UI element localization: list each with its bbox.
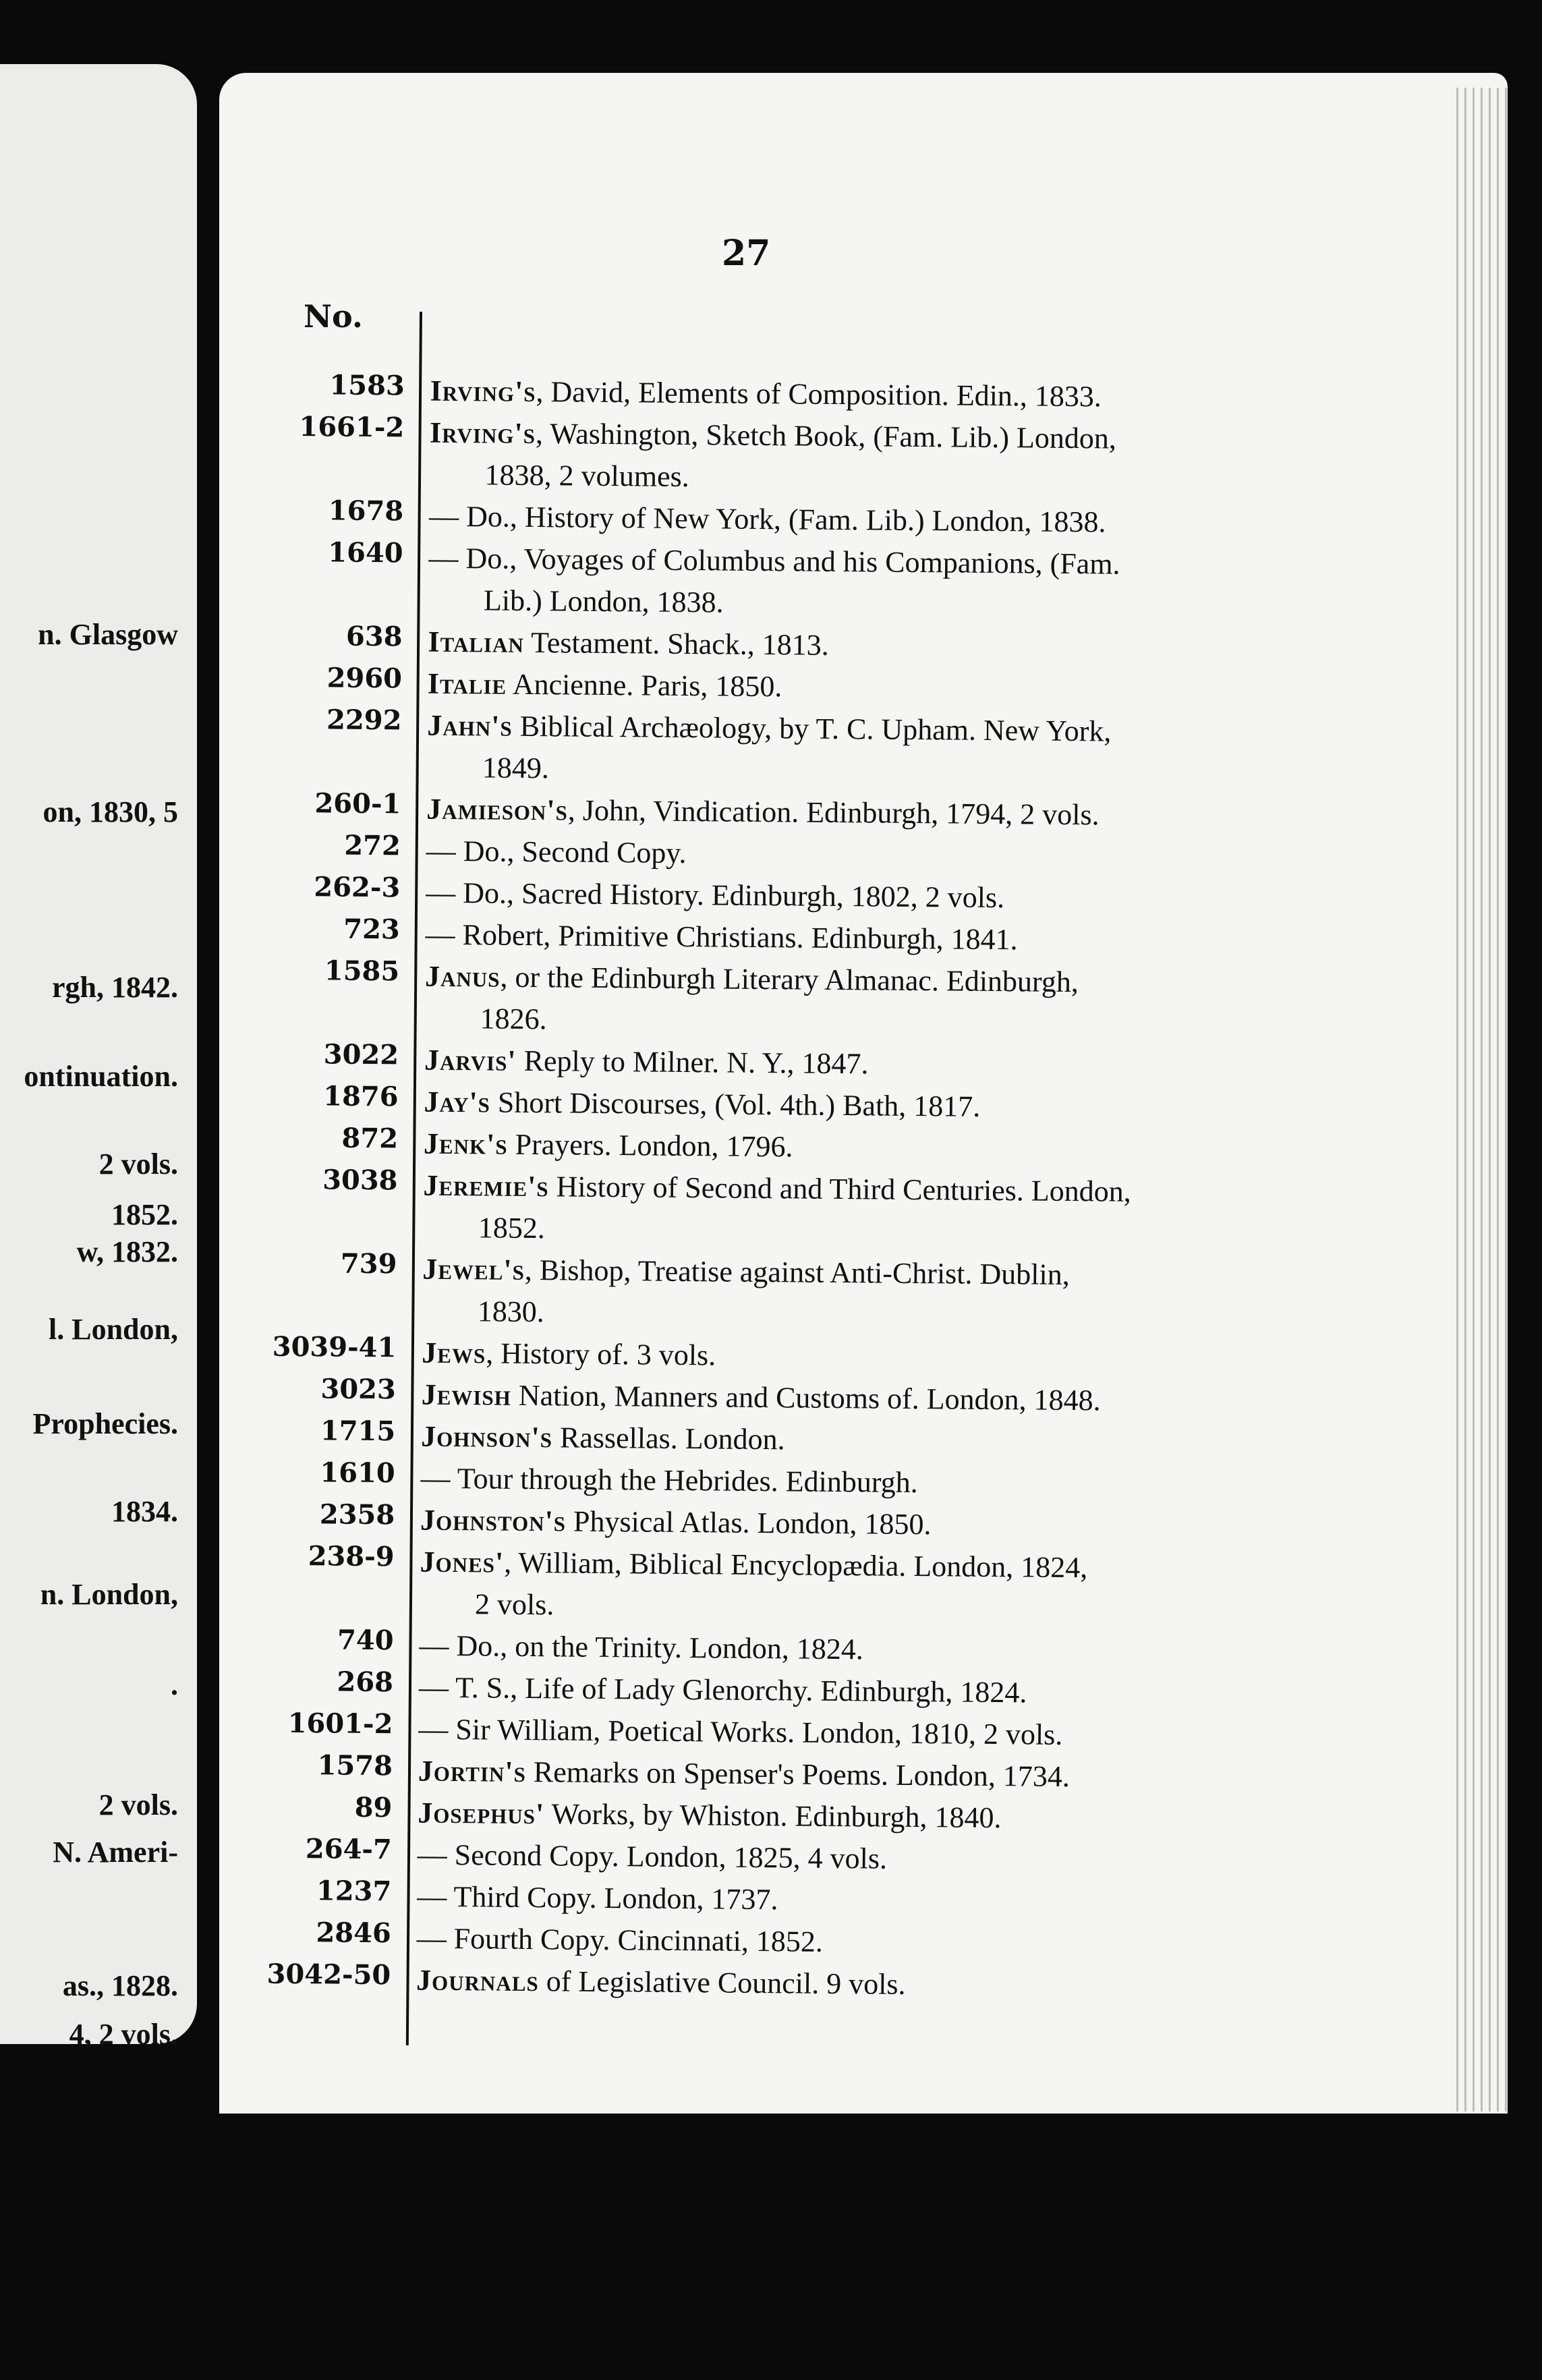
facing-page-line: N. Ameri-	[53, 1836, 178, 1869]
entry-first-line	[423, 1169, 1131, 1208]
entry-number: 739	[340, 1247, 397, 1280]
entry-first-line	[424, 1085, 980, 1123]
entry-first-line	[430, 374, 1102, 414]
entry-first-line	[419, 1671, 1027, 1709]
entry-text	[420, 1458, 1265, 1507]
entry-description: — Robert, Primitive Christians. Edinburgh, 1841.	[425, 917, 1018, 957]
entry-number: 2960	[326, 662, 403, 695]
facing-page-line: 1834.	[111, 1495, 178, 1528]
entry-number: 872	[341, 1122, 399, 1155]
entry-author: Johnson's	[420, 1419, 553, 1454]
entry-author: Italie	[427, 667, 507, 701]
entry-text	[424, 956, 1269, 1047]
entry-first-line	[425, 918, 1017, 957]
entry-description: History of Second and Third Centuries. London,	[548, 1170, 1132, 1208]
entry-number: 1237	[316, 1875, 392, 1908]
entry-first-line	[421, 1420, 785, 1456]
entry-number: 272	[344, 829, 401, 862]
facing-page-line: n. Glasgow	[38, 618, 178, 651]
entry-first-line	[422, 1336, 716, 1372]
entry-first-line	[422, 1253, 1070, 1291]
entry-description: — Do., Second Copy.	[426, 834, 687, 870]
entry-description: , Washington, Sketch Book, (Fam. Lib.) London,	[535, 417, 1117, 455]
entry-text	[424, 1040, 1269, 1089]
facing-page-line: ontinuation.	[24, 1060, 178, 1093]
entry-description: , Bishop, Treatise against Anti-Christ. Dublin,	[524, 1253, 1070, 1292]
entry-text	[420, 1541, 1265, 1633]
entry-first-line	[430, 416, 1116, 455]
entry-text	[428, 621, 1272, 671]
entry-author: Irving's	[429, 416, 536, 451]
entry-number: 2358	[319, 1498, 395, 1531]
entry-number: 638	[345, 620, 403, 653]
facing-page-line: .	[171, 1668, 178, 1701]
entry-first-line	[425, 960, 1079, 998]
entry-description: of Legislative Council. 9 vols.	[538, 1964, 906, 2001]
entry-text	[427, 705, 1272, 796]
entry-text	[429, 412, 1274, 503]
entry-text	[418, 1792, 1262, 1842]
entry-description: — Third Copy. London, 1737.	[417, 1879, 778, 1917]
entry-author: Jortin's	[418, 1754, 527, 1789]
entry-number: 1661-2	[299, 410, 405, 444]
entry-number: 740	[337, 1624, 394, 1657]
entry-author: Journals	[416, 1963, 539, 1998]
entry-number: 260-1	[314, 787, 401, 820]
entry-description: — Do., Sacred History. Edinburgh, 1802, 2 vols.	[426, 876, 1005, 915]
entry-description: — Do., on the Trinity. London, 1824.	[419, 1628, 864, 1666]
facing-page-line: 4, 2 vols.	[69, 2018, 178, 2051]
entry-text	[420, 1500, 1265, 1549]
entry-number: 268	[337, 1666, 394, 1699]
entry-author: Jenk's	[423, 1127, 508, 1161]
entry-text	[426, 789, 1271, 838]
entry-continuation: 1826.	[480, 1002, 547, 1036]
number-column-header: No.	[304, 298, 363, 335]
entry-number: 3022	[323, 1038, 399, 1071]
entry-description: — Do., History of New York, (Fam. Lib.) London, 1838.	[428, 499, 1106, 539]
entry-description: , David, Elements of Composition. Edin., 1833.	[536, 375, 1102, 414]
facing-page-line: 1852.	[111, 1198, 178, 1231]
entry-number: 3039-41	[272, 1330, 397, 1364]
entry-number: 1601-2	[287, 1707, 393, 1740]
entry-number: 1585	[324, 955, 400, 988]
facing-page-line: n. London,	[40, 1578, 178, 1611]
entry-first-line	[420, 1546, 1087, 1585]
entry-text	[428, 663, 1272, 712]
catalogue-entry	[215, 1247, 1267, 1340]
entry-author: Jamieson's	[426, 792, 569, 827]
facing-page-line: as., 1828.	[62, 1969, 178, 2002]
facing-page-line: 2 vols.	[98, 1788, 178, 1821]
entry-first-line	[420, 1504, 932, 1541]
entry-number: 1715	[320, 1415, 396, 1448]
catalogue-entry	[212, 1539, 1265, 1633]
entry-number: 1678	[328, 494, 404, 528]
entry-number: 2846	[316, 1917, 391, 1950]
entry-first-line	[424, 1044, 869, 1081]
entry-text	[422, 1332, 1266, 1382]
entry-first-line	[418, 1755, 1070, 1793]
entry-description: Ancienne. Paris, 1850.	[507, 667, 782, 704]
entry-first-line	[416, 1922, 823, 1958]
catalogue-entry	[221, 410, 1274, 503]
entry-text	[424, 1123, 1268, 1172]
entry-description: , William, Biblical Encyclopædia. London, 1824,	[504, 1546, 1088, 1585]
entry-description: — Tour through the Hebrides. Edinburgh.	[420, 1461, 918, 1500]
entry-first-line	[419, 1629, 863, 1666]
entry-first-line	[418, 1713, 1062, 1751]
entry-number: 1640	[328, 536, 403, 569]
entry-first-line	[426, 793, 1100, 832]
entry-description: Testament. Shack., 1813.	[523, 625, 830, 662]
entry-first-line	[424, 1127, 793, 1164]
entry-text	[422, 1249, 1267, 1340]
entry-description: — T. S., Life of Lady Glenorchy. Edinburgh, 1824.	[418, 1670, 1027, 1709]
entry-text	[418, 1751, 1263, 1800]
entry-text	[418, 1709, 1263, 1758]
entry-continuation: Lib.) London, 1838.	[483, 584, 724, 619]
entry-number: 723	[343, 913, 400, 946]
entry-text	[416, 1918, 1261, 1967]
entry-number: 1583	[329, 369, 405, 402]
entry-number: 264-7	[305, 1833, 393, 1866]
catalogue-entry	[219, 703, 1272, 796]
facing-page-line: l. London,	[49, 1313, 178, 1346]
entry-text	[421, 1374, 1265, 1423]
entry-text	[423, 1165, 1268, 1256]
entry-text	[424, 1081, 1268, 1131]
entry-description: — Sir William, Poetical Works. London, 1810, 2 vols.	[418, 1712, 1063, 1751]
entry-author: Jarvis'	[424, 1043, 517, 1077]
entry-author: Josephus'	[418, 1796, 545, 1831]
entry-author: Jews	[422, 1336, 486, 1370]
entry-first-line	[422, 1378, 1101, 1417]
entry-first-line	[426, 834, 687, 870]
entry-text	[419, 1667, 1263, 1716]
page-number: 27	[722, 233, 771, 274]
entry-description: , John, Vindication. Edinburgh, 1794, 2 vols.	[567, 793, 1100, 832]
entry-continuation: 2 vols.	[474, 1587, 554, 1622]
entry-description: Remarks on Spenser's Poems. London, 1734.	[525, 1755, 1070, 1794]
entry-number: 3023	[320, 1373, 397, 1406]
entry-first-line	[428, 542, 1120, 581]
facing-page-line: w, 1832.	[76, 1235, 178, 1268]
entry-description: — Do., Voyages of Columbus and his Companions, (Fam.	[428, 541, 1120, 581]
entry-number: 3038	[322, 1164, 398, 1197]
entry-number: 2292	[326, 704, 402, 737]
entry-author: Jay's	[424, 1085, 491, 1119]
entry-author: Johnston's	[420, 1503, 567, 1538]
entry-description: Works, by Whiston. Edinburgh, 1840.	[544, 1797, 1002, 1835]
entry-number: 1578	[317, 1749, 393, 1782]
catalogue-entry	[217, 954, 1269, 1047]
entry-first-line	[418, 1796, 1002, 1835]
facing-page-line: on, 1830, 5	[42, 795, 178, 828]
facing-page-fragment	[0, 64, 197, 2051]
entry-text	[428, 538, 1274, 629]
entry-number: 238-9	[308, 1540, 395, 1573]
entry-description: — Second Copy. London, 1825, 4 vols.	[417, 1838, 888, 1875]
entry-number: 1876	[323, 1080, 399, 1113]
entry-author: Jewish	[421, 1378, 512, 1412]
entry-text	[425, 914, 1269, 963]
catalogue-entries	[208, 368, 1275, 2009]
entry-first-line	[426, 876, 1004, 914]
entry-text	[416, 1960, 1261, 2009]
entry-continuation: 1849.	[482, 751, 550, 785]
facing-page-line: Prophecies.	[32, 1407, 178, 1440]
entry-text	[421, 1416, 1265, 1465]
entry-continuation: 1830.	[477, 1295, 545, 1329]
entry-first-line	[428, 667, 782, 704]
entry-number: 262-3	[314, 871, 401, 904]
catalogue-entry	[215, 1163, 1268, 1256]
entry-first-line	[428, 625, 829, 662]
entry-first-line	[429, 500, 1106, 539]
catalogue-entry	[221, 536, 1274, 629]
entry-description: Short Discourses, (Vol. 4th.) Bath, 1817.	[490, 1085, 981, 1123]
entry-first-line	[416, 1964, 906, 2001]
entry-description: Rassellas. London.	[552, 1421, 785, 1456]
facing-page-line: 2 vols.	[98, 1148, 178, 1181]
entry-description: , History of. 3 vols.	[485, 1336, 716, 1372]
entry-first-line	[420, 1462, 917, 1499]
entry-author: Italian	[428, 625, 525, 659]
entry-author: Irving's	[430, 374, 536, 409]
entry-description: , or the Edinburgh Literary Almanac. Edinburgh,	[500, 960, 1079, 999]
entry-description: Prayers. London, 1796.	[507, 1127, 793, 1164]
entry-description: — Fourth Copy. Cincinnati, 1852.	[416, 1921, 824, 1958]
entry-first-line	[417, 1880, 778, 1917]
entry-author: Jewel's	[422, 1252, 525, 1286]
entry-description: Biblical Archæology, by T. C. Upham. New York,	[512, 709, 1112, 748]
entry-description: Nation, Manners and Customs of. London, 1848.	[511, 1378, 1101, 1417]
entry-first-line	[427, 709, 1111, 748]
entry-text	[430, 370, 1274, 420]
entry-author: Jones'	[420, 1545, 505, 1579]
facing-page-line: rgh, 1842.	[52, 971, 178, 1004]
entry-number: 89	[354, 1791, 393, 1824]
entry-author: Jahn's	[427, 708, 513, 743]
entry-text	[417, 1876, 1261, 1925]
entry-text	[418, 1834, 1262, 1883]
entry-author: Janus	[424, 959, 501, 994]
entry-author: Jeremie's	[423, 1168, 549, 1203]
entry-first-line	[418, 1838, 888, 1875]
page-edge-stack	[1450, 88, 1508, 2112]
entry-text	[429, 496, 1274, 545]
entry-number: 3042-50	[266, 1958, 391, 1991]
entry-continuation: 1852.	[478, 1211, 546, 1245]
entry-text	[419, 1625, 1263, 1674]
entry-text	[426, 830, 1270, 880]
entry-number: 1610	[320, 1456, 395, 1490]
entry-description: Physical Atlas. London, 1850.	[565, 1504, 932, 1541]
entry-description: Reply to Milner. N. Y., 1847.	[516, 1044, 869, 1081]
entry-text	[426, 872, 1270, 922]
entry-continuation: 1838, 2 volumes.	[484, 458, 689, 494]
